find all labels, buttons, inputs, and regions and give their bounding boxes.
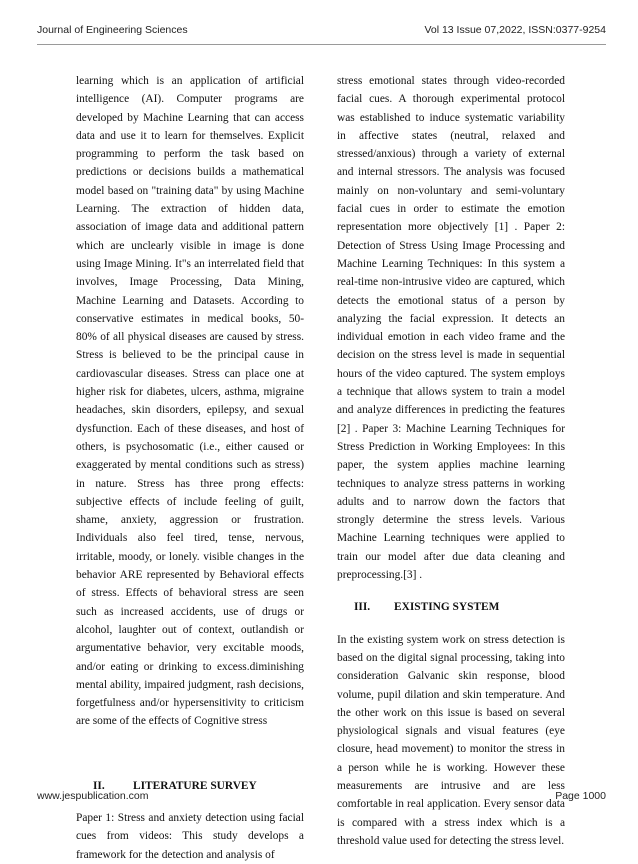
- heading-spacer: [337, 617, 565, 631]
- right-column: [337, 72, 565, 850]
- section-title: EXISTING SYSTEM: [394, 601, 500, 614]
- survey-paragraph: Paper 1: Stress and anxiety detection using facial cues from videos: This study develops a framework for the detection and analysis of: [76, 811, 304, 861]
- existing-system-paragraph: In the existing system work on stress detection is based on the digital signal processing, taking into consideration Galvanic skin response, blood volume, pupil dilation and skin temperature. And the other work on this issue is based on several physiological signals and visual features (eye closure, head movement) to monitor the stress in a person while he is working. However these measurements are intrusive and are less comfortable in real application. Every sensor data is compared with a stress index which is a threshold value used for detecting the stress level.: [337, 633, 565, 847]
- section-spacer: [76, 731, 304, 777]
- volume-info: Vol 13 Issue 07,2022, ISSN:0377-9254: [424, 24, 606, 36]
- section-spacer: [337, 584, 565, 598]
- publication-website: www.jespublication.com: [37, 790, 149, 802]
- section-title: LITERATURE SURVEY: [133, 779, 257, 792]
- header-divider: [37, 44, 606, 45]
- section-heading-existing-system: [337, 598, 565, 616]
- journal-name: Journal of Engineering Sciences: [37, 24, 188, 36]
- left-column: [76, 72, 304, 864]
- section-number: II.: [93, 779, 105, 792]
- page-number: Page 1000: [555, 790, 606, 802]
- survey-continued-paragraph: stress emotional states through video-recorded facial cues. A thorough experimental protocol was established to induce systematic variability in affective states (neutral, relaxed and stressed/anxious) through a variety of external and internal stressors. The analysis was focused mainly on non-voluntary and semi-voluntary facial cues in order to estimate the emotion representation more objectively [1] . Paper 2: Detection of Stress Using Image Processing and Machine Learning Techniques: In this system a real-time non-intrusive video are captured, which detects the emotional status of a person by analyzing the facial expression. It detects an individual emotion in each video frame and the decision on the stress level is made in sequential hours of the video captured. The system employs a technique that allows system to train a model and analyze differences in predicting the features [2] . Paper 3: Machine Learning Techniques for Stress Prediction in Working Employees: In this paper, the system applies machine learning techniques to analyze stress patterns in working adults and to narrow down the factors that strongly determine the stress levels. Various Machine Learning techniques were applied to train our model after due data cleaning and preprocessing.[3] .: [337, 75, 565, 582]
- intro-paragraph: learning which is an application of artificial intelligence (AI). Computer programs are developed by Machine Learning that can access data and use it to learn for themselves. Explicit programming to perform the task based on predictions or decisions builds a mathematical model based on "training data" by using Machine Learning. The extraction of hidden data, association of image data and additional pattern which are unclearly visible in image is done using Image Mining. It"s an interrelated field that involves, Image Processing, Data Mining, Machine Learning and Datasets. According to conservative estimates in medical books, 50- 80% of all physical diseases are caused by stress. Stress is believed to be the principal cause in cardiovascular diseases. Stress can place one at higher risk for diabetes, ulcers, asthma, migraine headaches, skin disorders, epilepsy, and sexual dysfunction. Each of these diseases, and host of others, is psychosomatic (i.e., either caused or exaggerated by mental conditions such as stress) in nature. Stress has three prong effects: subjective effects of include feeling of guilt, shame, anxiety, aggression or frustration. Individuals also feel tired, tense, nervous, irritable, moody, or lonely. visible changes in the behavior ARE represented by Behavioral effects of stress. Effects of behavioral stress are seen such as increased accidents, use of drugs or alcohol, laughter out of context, outlandish or argumentative behavior, very excitable moods, and/or eating or drinking to excess.diminishing mental ability, impaired judgment, rash decisions, forgetfulness and/or hypersensitivity to criticism are some of the effects of Cognitive stress: [76, 75, 304, 728]
- section-number: III.: [354, 601, 371, 614]
